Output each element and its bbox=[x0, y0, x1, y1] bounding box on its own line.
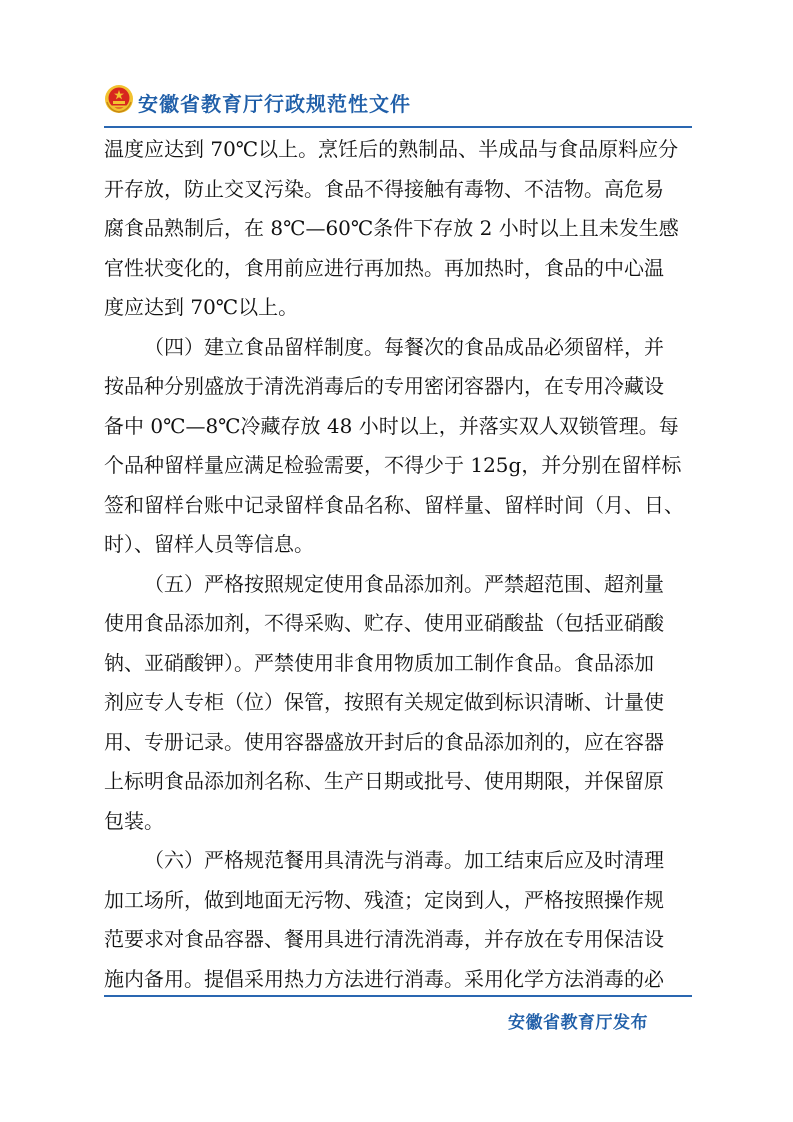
text-line: 包装。 bbox=[104, 808, 164, 833]
text-line: 加工场所，做到地面无污物、残渣；定岗到人，严格按照操作规 bbox=[104, 887, 664, 912]
text-line: 时）、留样人员等信息。 bbox=[104, 532, 314, 556]
text-line: 度应达到 70℃以上。 bbox=[104, 295, 299, 319]
text-line: 签和留样台账中记录留样食品名称、留样量、留样时间（月、日、 bbox=[104, 492, 684, 517]
text-line: 钠、亚硝酸钾）。严禁使用非食用物质加工制作食品。食品添加 bbox=[104, 650, 654, 675]
text-line: 温度应达到 70℃以上。烹饪后的熟制品、半成品与食品原料应分 bbox=[104, 137, 679, 161]
paragraph bbox=[104, 328, 692, 565]
paragraph bbox=[104, 841, 692, 999]
text-line: 备中 0℃—8℃冷藏存放 48 小时以上，并落实双人双锁管理。每 bbox=[104, 413, 679, 438]
text-line: 按品种分别盛放于清洗消毒后的专用密闭容器内，在专用冷藏设 bbox=[104, 374, 664, 398]
document-type-title: 安徽省教育厅行政规范性文件 bbox=[138, 92, 411, 116]
text-line: （六）严格规范餐用具清洗与消毒。加工结束后应及时清理 bbox=[144, 848, 664, 872]
paragraph bbox=[104, 565, 692, 842]
footer-divider bbox=[104, 995, 692, 997]
text-line: 用、专册记录。使用容器盛放开封后的食品添加剂的，应在容器 bbox=[104, 729, 664, 754]
paragraph bbox=[104, 130, 692, 328]
text-line: 使用食品添加剂，不得采购、贮存、使用亚硝酸盐（包括亚硝酸 bbox=[104, 611, 664, 635]
text-line: （四）建立食品留样制度。每餐次的食品成品必须留样，并 bbox=[144, 334, 664, 359]
document-header bbox=[104, 82, 692, 122]
text-line: 开存放，防止交叉污染。食品不得接触有毒物、不洁物。高危易 bbox=[104, 176, 664, 201]
text-line: 官性状变化的，食用前应进行再加热。再加热时，食品的中心温 bbox=[104, 255, 664, 280]
text-line: 个品种留样量应满足检验需要，不得少于 125g，并分别在留样标 bbox=[104, 453, 682, 477]
text-line: 范要求对食品容器、餐用具进行清洗消毒，并存放在专用保洁设 bbox=[104, 927, 664, 951]
text-line: 剂应专人专柜（位）保管，按照有关规定做到标识清晰、计量使 bbox=[104, 690, 664, 714]
text-line: 腐食品熟制后，在 8℃—60℃条件下存放 2 小时以上且未发生感 bbox=[104, 216, 679, 240]
document-body bbox=[104, 130, 692, 999]
text-line: 施内备用。提倡采用热力方法进行消毒。采用化学方法消毒的必 bbox=[104, 966, 664, 991]
national-emblem-icon bbox=[104, 84, 134, 114]
text-line: （五）严格按照规定使用食品添加剂。严禁超范围、超剂量 bbox=[144, 571, 664, 596]
header-divider bbox=[104, 126, 692, 128]
text-line: 上标明食品添加剂名称、生产日期或批号、使用期限，并保留原 bbox=[104, 769, 664, 793]
publisher-footer: 安徽省教育厅发布 bbox=[508, 1013, 648, 1033]
